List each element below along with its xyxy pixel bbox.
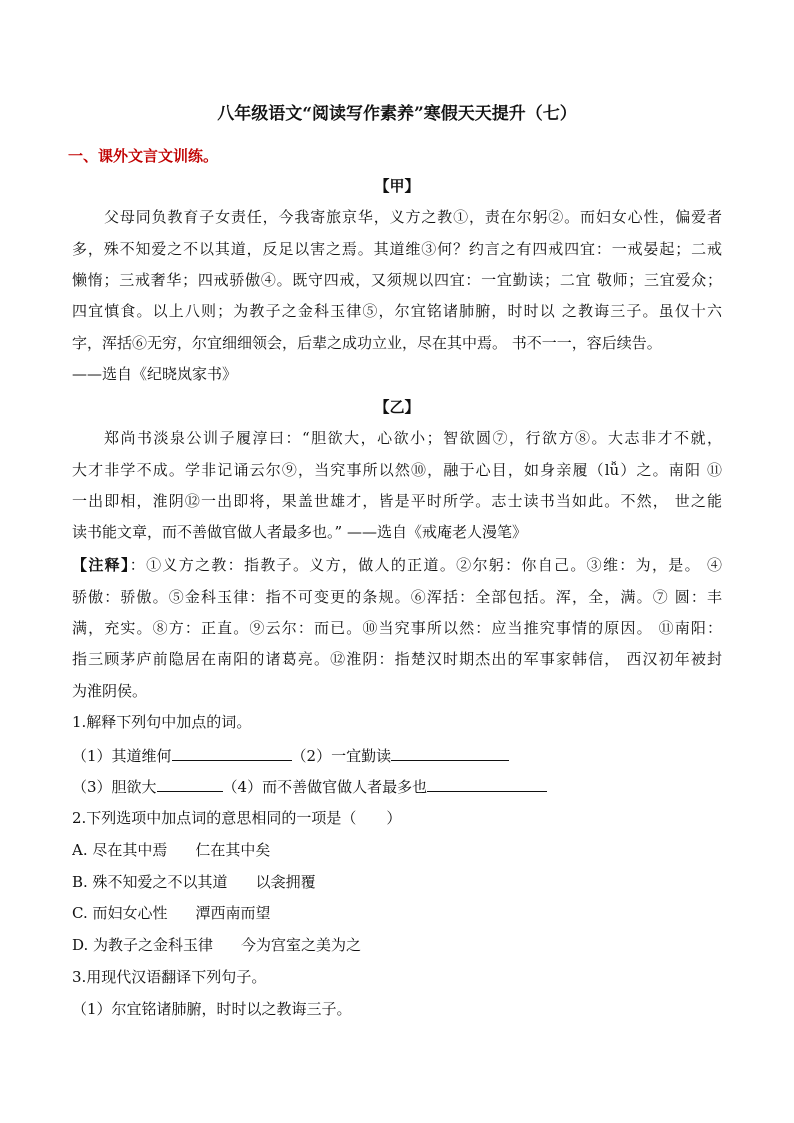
question-1: 1.解释下列句中加点的词。	[72, 713, 252, 731]
passage-jia-header: 【甲】	[374, 177, 420, 195]
option-d-right: 今为宫室之美为之	[241, 936, 362, 954]
option-c-right: 潭西南而望	[195, 904, 271, 922]
section-heading: 一、课外文言文训练。	[68, 147, 219, 165]
option-c[interactable]	[72, 903, 722, 923]
passage-jia-line: 懒惰；三戒奢华；四戒骄傲④。既守四戒，又须规以四宜：一宜勤读；二宜 敬师；三宜爱众；	[72, 271, 722, 289]
question-1-item-1: （1）其道维何	[72, 747, 172, 765]
option-b-left: B. 殊不知爱之不以其道	[72, 873, 228, 891]
option-b[interactable]	[72, 872, 722, 892]
answer-blank[interactable]	[157, 776, 223, 792]
answer-blank[interactable]	[172, 745, 292, 761]
passage-jia-line: 四宜慎食。以上八则；为教子之金科玉律⑤，尔宜铭诸肺腑，时时以 之教诲三子。虽仅十六	[72, 302, 722, 320]
option-a-right: 仁在其中矣	[195, 841, 271, 859]
option-d-left: D. 为教子之金科玉律	[72, 936, 214, 954]
option-d[interactable]	[72, 935, 722, 955]
option-c-left: C. 而妇女心性	[72, 904, 168, 922]
passage-yi-line: 读书能文章，而不善做官做人者最多也。” ——选自《戒庵老人漫笔》	[72, 523, 527, 541]
notes-line: 为淮阴侯。	[72, 682, 148, 700]
question-1-row	[72, 745, 722, 766]
notes-line: 指三顾茅庐前隐居在南阳的诸葛亮。⑫淮阴：指楚汉时期杰出的军事家韩信， 西汉初年被封	[72, 650, 722, 668]
passage-yi-line: 一出即相，淮阴⑫一出即将，果盖世雄才，皆是平时所学。志士读书当如此。不然， 世之能	[72, 492, 722, 510]
passage-yi-line: 郑尚书淡泉公训子履淳曰：“胆欲大，心欲小；智欲圆⑦，行欲方⑧。大志非才不就，	[104, 429, 722, 447]
notes-line	[72, 555, 722, 575]
notes-line: 满，充实。⑧方：正直。⑨云尔：而已。⑩当究事所以然：应当推究事情的原因。 ⑪南阳：	[72, 619, 722, 637]
notes-line: 骄傲：骄傲。⑤金科玉律：指不可变更的条规。⑥浑括：全部包括。浑，全，满。⑦ 圆：丰	[72, 588, 722, 606]
question-1-item-3: （3）胆欲大	[72, 778, 157, 796]
answer-blank[interactable]	[427, 776, 547, 792]
passage-jia-line: 父母同负教育子女责任，今我寄旅京华，义方之教①，责在尔躬②。而妇女心性，偏爱者	[104, 208, 722, 226]
passage-yi-line: 大才非学不成。学非记诵云尔⑨，当究事所以然⑩，融于心目，如身亲履（lǚ）之。南阳 ⑪	[72, 461, 722, 479]
page-title: 八年级语文“阅读写作素养”寒假天天提升（七）	[217, 104, 577, 124]
passage-jia-line: 字，浑括⑥无穷，尔宜细细领会，后辈之成功立业，尽在其中焉。 书不一一，容后续告。	[72, 334, 662, 352]
question-3-item-1: （1）尔宜铭诸肺腑，时时以之教诲三子。	[72, 1000, 352, 1018]
question-1-row	[72, 776, 722, 797]
answer-blank[interactable]	[391, 745, 509, 761]
option-b-right: 以衾拥覆	[255, 873, 316, 891]
option-a[interactable]	[72, 840, 722, 860]
question-1-item-2: （2）一宜勤读	[291, 747, 392, 765]
question-2: 2.下列选项中加点词的意思相同的一项是（ ）	[72, 809, 402, 827]
notes-text: ：①义方之教：指教子。义方，做人的正道。②尔躬：你自己。③维：为，是。 ④	[129, 556, 722, 574]
question-3: 3.用现代汉语翻译下列句子。	[72, 968, 267, 986]
notes-label: 【注释】	[72, 556, 130, 574]
passage-yi-header: 【乙】	[374, 398, 420, 416]
passage-jia-source: ——选自《纪晓岚家书》	[72, 365, 238, 383]
question-1-item-4: （4）而不善做官做人者最多也	[222, 778, 428, 796]
option-a-left: A. 尽在其中焉	[72, 841, 168, 859]
passage-jia-line: 多，殊不知爱之不以其道，反足以害之焉。其道维③何？约言之有四戒四宜：一戒晏起；二戒	[72, 240, 722, 258]
